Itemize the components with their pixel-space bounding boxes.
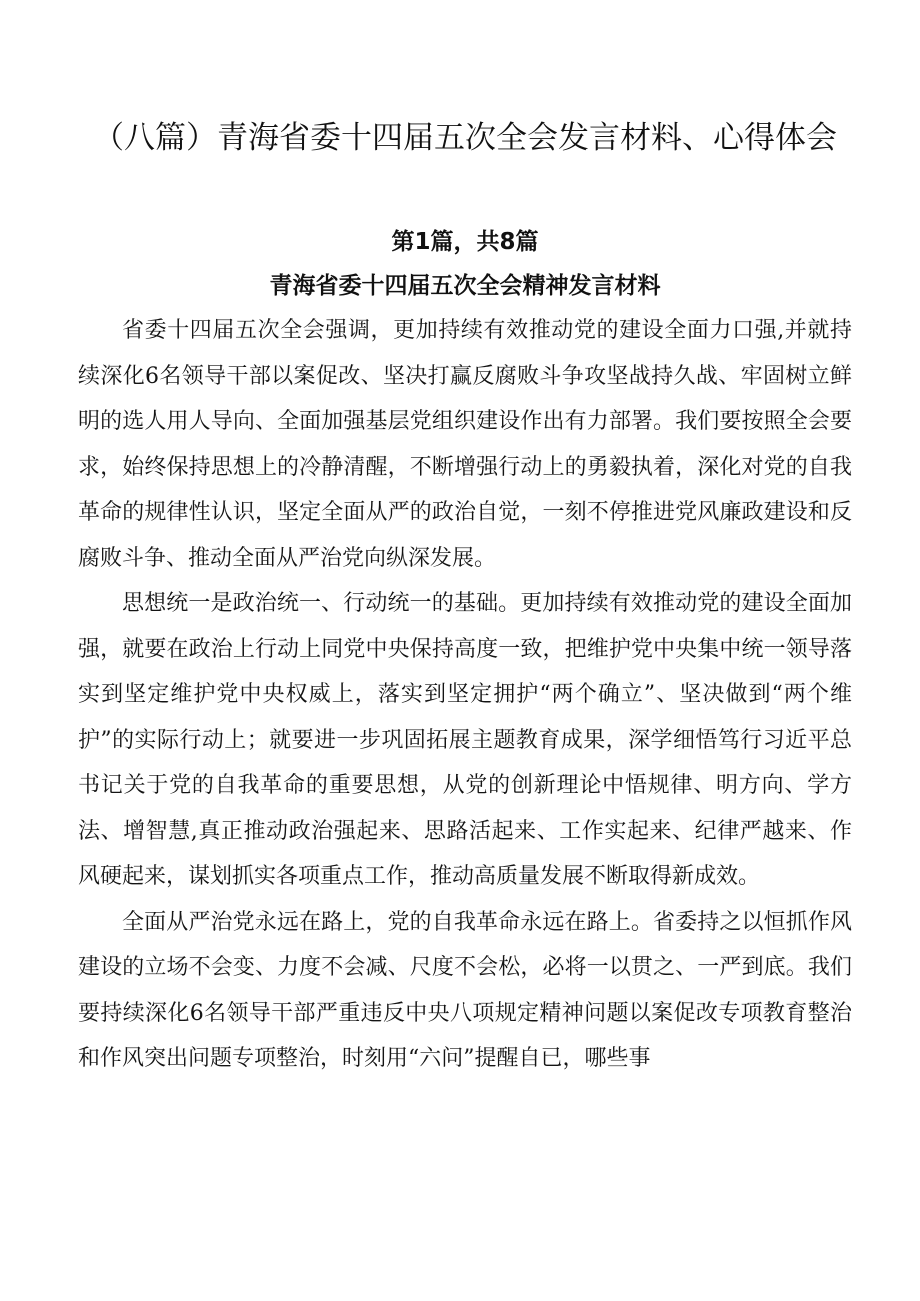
document-body [78,308,852,1082]
paragraph: 全面从严治党永远在路上，党的自我革命永远在路上。省委持之以恒抓作风建设的立场不会变、力度不会减、尺度不会松，必将一以贯之、一严到底。我们要持续深化6名领导干部严重违反中央八项规定精神问题以案促改专项教育整治和作风突出问题专项整治，时刻用“六问”提醒自已，哪些事 [78,909,852,1071]
section-label: 第1篇，共8篇 [391,229,539,255]
paragraph: 思想统一是政治统一、行动统一的基础。更加持续有效推动党的建设全面加强，就要在政治上行动上同党中央保持高度一致，把维护党中央集中统一领导落实到坚定维护党中央权威上，落实到坚定拥护“两个确立”、坚决做到“两个维护”的实际行动上；就要进一步巩固拓展主题教育成果，深学细悟笃行习近平总书记关于党的自我革命的重要思想，从党的创新理论中悟规律、明方向、学方法、增智慧,真正推动政治强起来、思路活起来、工作实起来、纪律严越来、作风硬起来，谋划抓实各项重点工作，推动高质量发展不断取得新成效。 [78,591,852,889]
document-title: （八篇）青海省委十四届五次全会发言材料、心得体会 [93,120,837,156]
paragraph: 省委十四届五次全会强调，更加持续有效推动党的建设全面力口强,并就持续深化6名领导干部以案促改、坚决打赢反腐败斗争攻坚战持久战、牢固树立鲜明的选人用人导向、全面加强基层党组织建设作出有力部署。我们要按照全会要求，始终保持思想上的冷静清醒，不断增强行动上的勇毅执着，深化对党的自我革命的规律性认识，坚定全面从严的政治自觉，一刻不停推进党风廉政建设和反腐败斗争、推动全面从严治党向纵深发展。 [78,318,852,571]
section-title: 青海省委十四届五次全会精神发言材料 [269,273,661,299]
